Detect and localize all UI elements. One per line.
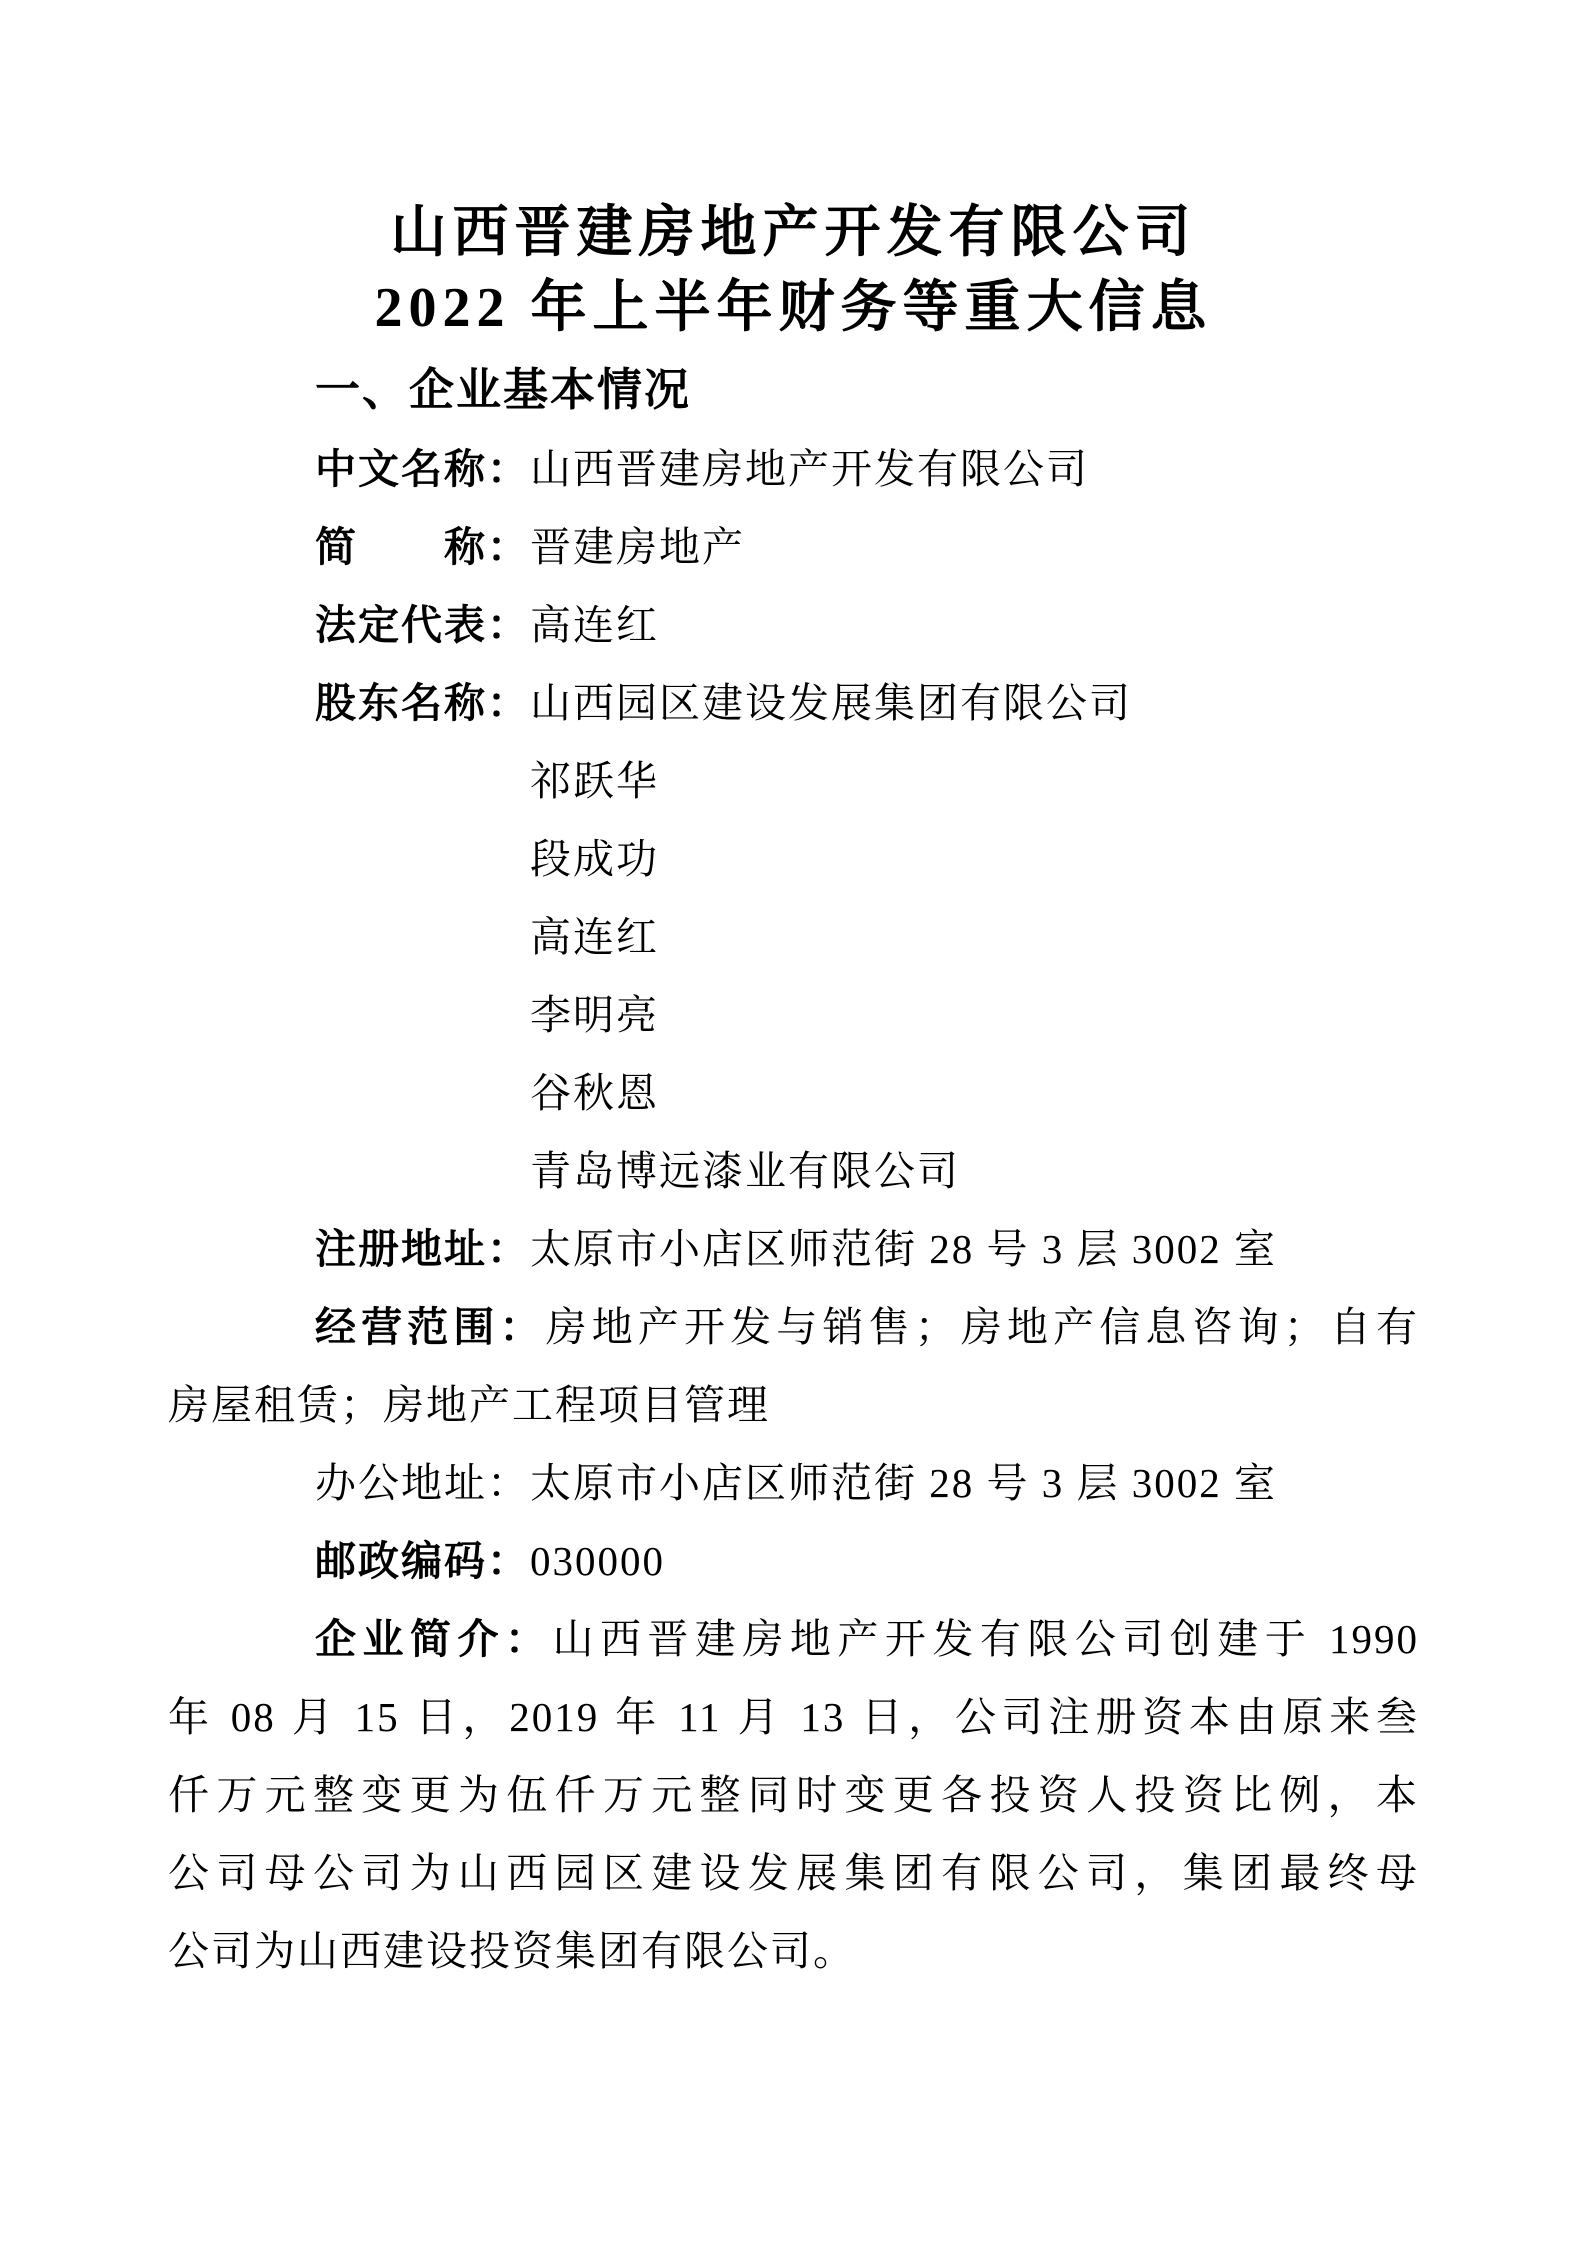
field-registered-address: [168, 1210, 1419, 1288]
document-title-line1: 山西晋建房地产开发有限公司: [390, 202, 1197, 264]
shareholder-name: 青岛博远漆业有限公司: [530, 1148, 960, 1194]
field-short-name-label: 简 称：: [315, 524, 530, 570]
field-postal-code-label: 邮政编码：: [315, 1538, 530, 1584]
field-short-name: [168, 508, 1419, 586]
shareholder-name: 高连红: [530, 914, 659, 960]
field-business-scope-value-line1: 房地产开发与销售；房地产信息咨询；自有: [545, 1304, 1420, 1350]
document-title-line2: 2022 年上半年财务等重大信息: [374, 277, 1213, 339]
shareholder-name: 段成功: [530, 836, 659, 882]
shareholder-name: 谷秋恩: [530, 1070, 659, 1116]
shareholder-name: 祁跃华: [530, 758, 659, 804]
field-registered-address-label: 注册地址：: [315, 1226, 530, 1272]
company-profile-line: 公司为山西建设投资集团有限公司。: [168, 1928, 856, 1974]
field-postal-code-value: 030000: [530, 1538, 665, 1584]
field-chinese-name-value: 山西晋建房地产开发有限公司: [530, 446, 1089, 492]
field-company-profile-label: 企业简介：: [315, 1616, 553, 1662]
field-business-scope-label: 经营范围：: [315, 1304, 546, 1350]
field-short-name-value: 晋建房地产: [530, 524, 745, 570]
field-postal-code: [168, 1522, 1419, 1600]
company-profile-line: 公司母公司为山西园区建设发展集团有限公司，集团最终母: [168, 1850, 1419, 1896]
field-shareholders-value: 山西园区建设发展集团有限公司: [530, 680, 1132, 726]
field-legal-representative-value: 高连红: [530, 602, 659, 648]
section-heading: 一、企业基本情况: [315, 365, 692, 415]
field-legal-representative-label: 法定代表：: [315, 602, 530, 648]
field-registered-address-value: 太原市小店区师范街 28 号 3 层 3002 室: [530, 1226, 1277, 1272]
company-profile-line: 年 08 月 15 日，2019 年 11 月 13 日，公司注册资本由原来叁: [168, 1694, 1419, 1740]
field-office-address: [168, 1444, 1419, 1522]
shareholder-name: 李明亮: [530, 992, 659, 1038]
field-shareholders-label: 股东名称：: [315, 680, 530, 726]
field-chinese-name: [168, 430, 1419, 508]
field-company-profile: [168, 1600, 1419, 1678]
field-legal-representative: [168, 586, 1419, 664]
field-office-address-label: 办公地址：: [315, 1460, 530, 1506]
field-office-address-value: 太原市小店区师范街 28 号 3 层 3002 室: [530, 1460, 1277, 1506]
field-business-scope-value-line2: 房屋租赁；房地产工程项目管理: [168, 1382, 770, 1428]
field-company-profile-value-line1: 山西晋建房地产开发有限公司创建于 1990: [552, 1616, 1420, 1662]
field-shareholders: [168, 664, 1419, 742]
company-profile-line: 仟万元整变更为伍仟万元整同时变更各投资人投资比例，本: [168, 1772, 1419, 1818]
field-chinese-name-label: 中文名称：: [315, 446, 530, 492]
field-business-scope: [168, 1288, 1419, 1366]
